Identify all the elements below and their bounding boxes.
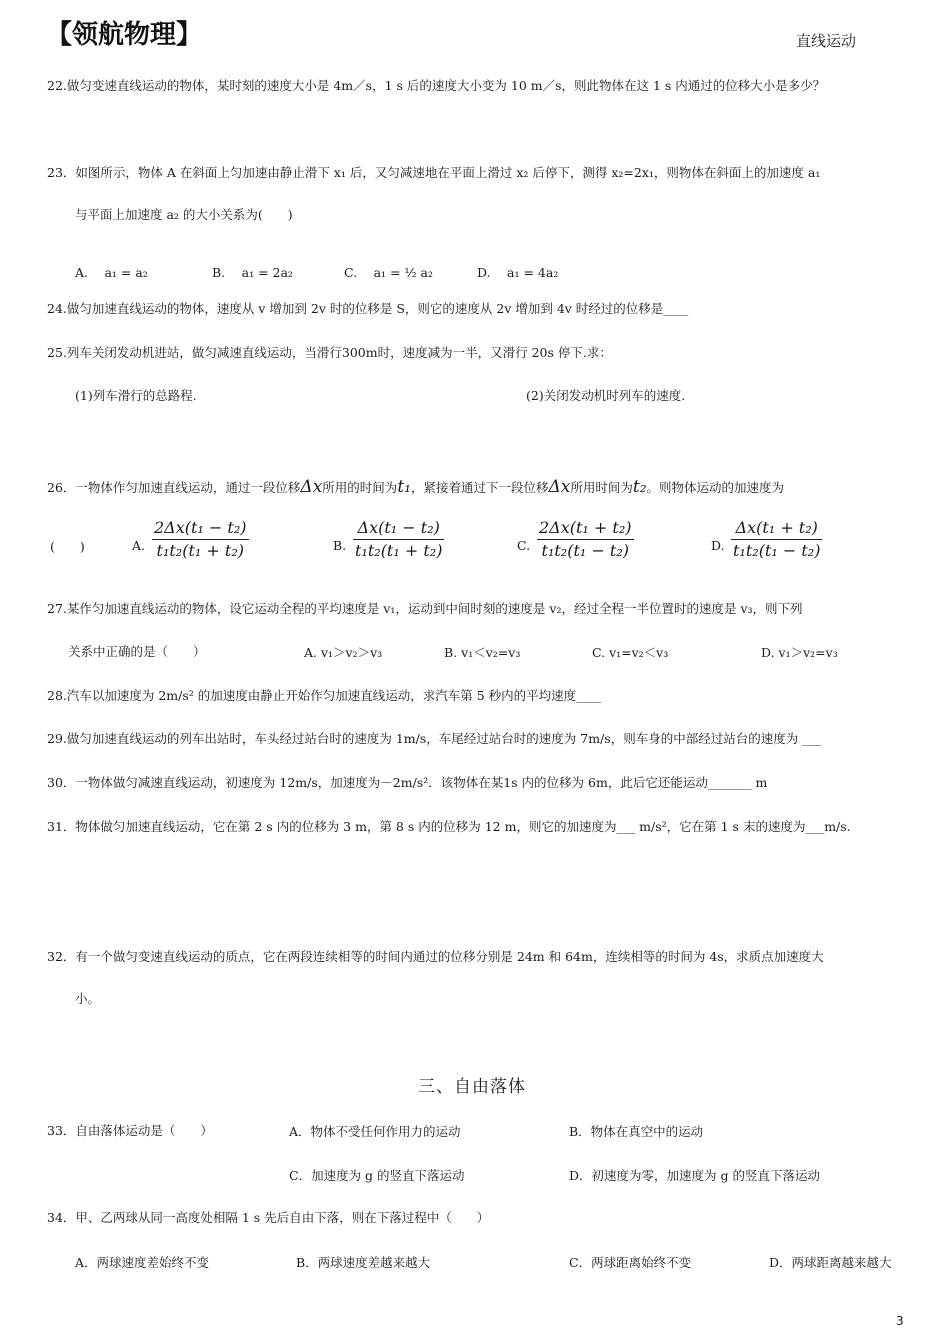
question-26-option-a-fraction	[152, 518, 249, 561]
question-28: 28.汽车以加速度为 2m/s² 的加速度由静止开始作匀加速直线运动，求汽车第 5 秒内的平均速度____	[47, 688, 602, 703]
section-title: 三、自由落体	[418, 1077, 526, 1097]
question-33-option-c: C．加速度为 g 的竖直下落运动	[289, 1168, 465, 1183]
question-27-option-b: B. v₁＜v₂=v₃	[444, 645, 521, 660]
fraction-denominator: t₁t₂(t₁ + t₂)	[156, 541, 244, 560]
fraction-bar	[731, 539, 822, 540]
question-26-text4: 所用时间为	[570, 480, 633, 495]
question-23-option-a: A. a₁ = a₂	[75, 265, 148, 280]
fraction-denominator: t₁t₂(t₁ − t₂)	[541, 541, 629, 560]
question-23-option-d: D. a₁ = 4a₂	[477, 265, 559, 280]
question-23-line2: 与平面上加速度 a₂ 的大小关系为( )	[75, 207, 293, 222]
question-32-line1: 32．有一个做匀变速直线运动的质点，它在两段连续相等的时间内通过的位移分别是 24m 和 64m，连续相等的时间为 4s，求质点加速度大	[47, 949, 824, 964]
delta-x-symbol: Δx	[548, 477, 571, 497]
question-34-option-d: D．两球距离越来越大	[769, 1255, 892, 1270]
delta-x-symbol: Δx	[300, 477, 323, 497]
question-34: 34．甲、乙两球从同一高度处相隔 1 s 先后自由下落，则在下落过程中（ ）	[47, 1210, 490, 1225]
question-26-text3: ，紧接着通过下一段位移	[410, 480, 549, 495]
question-26-paren: ( )	[50, 539, 85, 554]
question-33-option-b: B．物体在真空中的运动	[569, 1124, 704, 1139]
fraction-numerator: Δx(t₁ + t₂)	[735, 518, 818, 537]
question-34-option-b: B．两球速度差越来越大	[296, 1255, 431, 1270]
question-26-option-c-label: C.	[517, 538, 531, 553]
question-26-option-d-fraction	[731, 518, 822, 561]
t2-symbol: t₂	[632, 477, 647, 497]
question-26-option-c-fraction	[537, 518, 634, 561]
question-27-option-a: A. v₁＞v₂＞v₃	[304, 645, 383, 660]
fraction-numerator: 2Δx(t₁ − t₂)	[154, 518, 247, 537]
question-26-text2: 所用的时间为	[322, 480, 398, 495]
fraction-denominator: t₁t₂(t₁ − t₂)	[733, 541, 821, 560]
question-26-option-b-fraction	[353, 518, 444, 561]
question-24: 24.做匀加速直线运动的物体，速度从 v 增加到 2v 时的位移是 S，则它的速度从 2v 增加到 4v 时经过的位移是____	[47, 301, 689, 316]
question-26-text1: 26．一物体作匀加速直线运动，通过一段位移	[47, 480, 301, 495]
question-26-option-a-label: A.	[132, 538, 146, 553]
fraction-bar	[353, 539, 444, 540]
question-23-line1: 23．如图所示，物体 A 在斜面上匀加速由静止滑下 x₁ 后，又匀减速地在平面上滑过 x₂ 后停下，测得 x₂=2x₁，则物体在斜面上的加速度 a₁	[47, 165, 821, 180]
page-number: 3	[896, 1314, 904, 1328]
question-30: 30．一物体做匀减速直线运动，初速度为 12m/s，加速度为－2m/s²．该物体在某1s 内的位移为 6m，此后它还能运动_______ m	[47, 775, 768, 790]
question-25-part2: (2)关闭发动机时列车的速度.	[526, 388, 686, 403]
question-33: 33．自由落体运动是（ ）	[47, 1123, 213, 1138]
question-27-line1: 27.某作匀加速直线运动的物体，设它运动全程的平均速度是 v₁，运动到中间时刻的速度是 v₂，经过全程一半位置时的速度是 v₃，则下列	[47, 601, 803, 616]
question-34-option-a: A．两球速度差始终不变	[75, 1255, 210, 1270]
question-27-option-d: D. v₁＞v₂=v₃	[761, 645, 838, 660]
question-26-option-b-label: B.	[333, 538, 347, 553]
question-26-text5: 。则物体运动的加速度为	[646, 480, 785, 495]
question-27-option-c: C. v₁=v₂＜v₃	[592, 645, 669, 660]
question-22: 22.做匀变速直线运动的物体，某时刻的速度大小是 4m／s，1 s 后的速度大小变为 10 m／s，则此物体在这 1 s 内通过的位移大小是多少？	[47, 78, 826, 93]
fraction-bar	[537, 539, 634, 540]
question-33-option-a: A．物体不受任何作用力的运动	[289, 1124, 461, 1139]
question-23-option-b: B. a₁ = 2a₂	[212, 265, 293, 280]
question-33-option-d: D．初速度为零，加速度为 g 的竖直下落运动	[569, 1168, 820, 1183]
question-23-option-c: C. a₁ = ½ a₂	[344, 265, 434, 280]
chapter-title: 直线运动	[796, 32, 857, 50]
question-26	[47, 478, 784, 497]
question-31: 31．物体做匀加速直线运动，它在第 2 s 内的位移为 3 m，第 8 s 内的位移为 12 m，则它的加速度为___ m/s²，它在第 1 s 末的速度为___m/s.	[47, 819, 851, 834]
question-34-option-c: C．两球距离始终不变	[569, 1255, 692, 1270]
brand-title: 【领航物理】	[46, 20, 203, 50]
fraction-numerator: Δx(t₁ − t₂)	[357, 518, 440, 537]
fraction-denominator: t₁t₂(t₁ + t₂)	[355, 541, 443, 560]
fraction-bar	[152, 539, 249, 540]
question-25-part1: (1)列车滑行的总路程.	[75, 388, 197, 403]
question-25: 25.列车关闭发动机进站，做匀减速直线运动，当滑行300m时，速度减为一半，又滑行 20s 停下.求：	[47, 345, 612, 360]
question-26-option-d-label: D.	[711, 538, 725, 553]
question-29: 29.做匀加速直线运动的列车出站时，车头经过站台时的速度为 1m/s，车尾经过站台时的速度为 7m/s，则车身的中部经过站台的速度为 ___	[47, 731, 821, 746]
question-32-line2: 小。	[75, 991, 101, 1006]
fraction-numerator: 2Δx(t₁ + t₂)	[539, 518, 632, 537]
t1-symbol: t₁	[397, 477, 411, 497]
question-27-line2: 关系中正确的是（ ）	[68, 644, 206, 659]
